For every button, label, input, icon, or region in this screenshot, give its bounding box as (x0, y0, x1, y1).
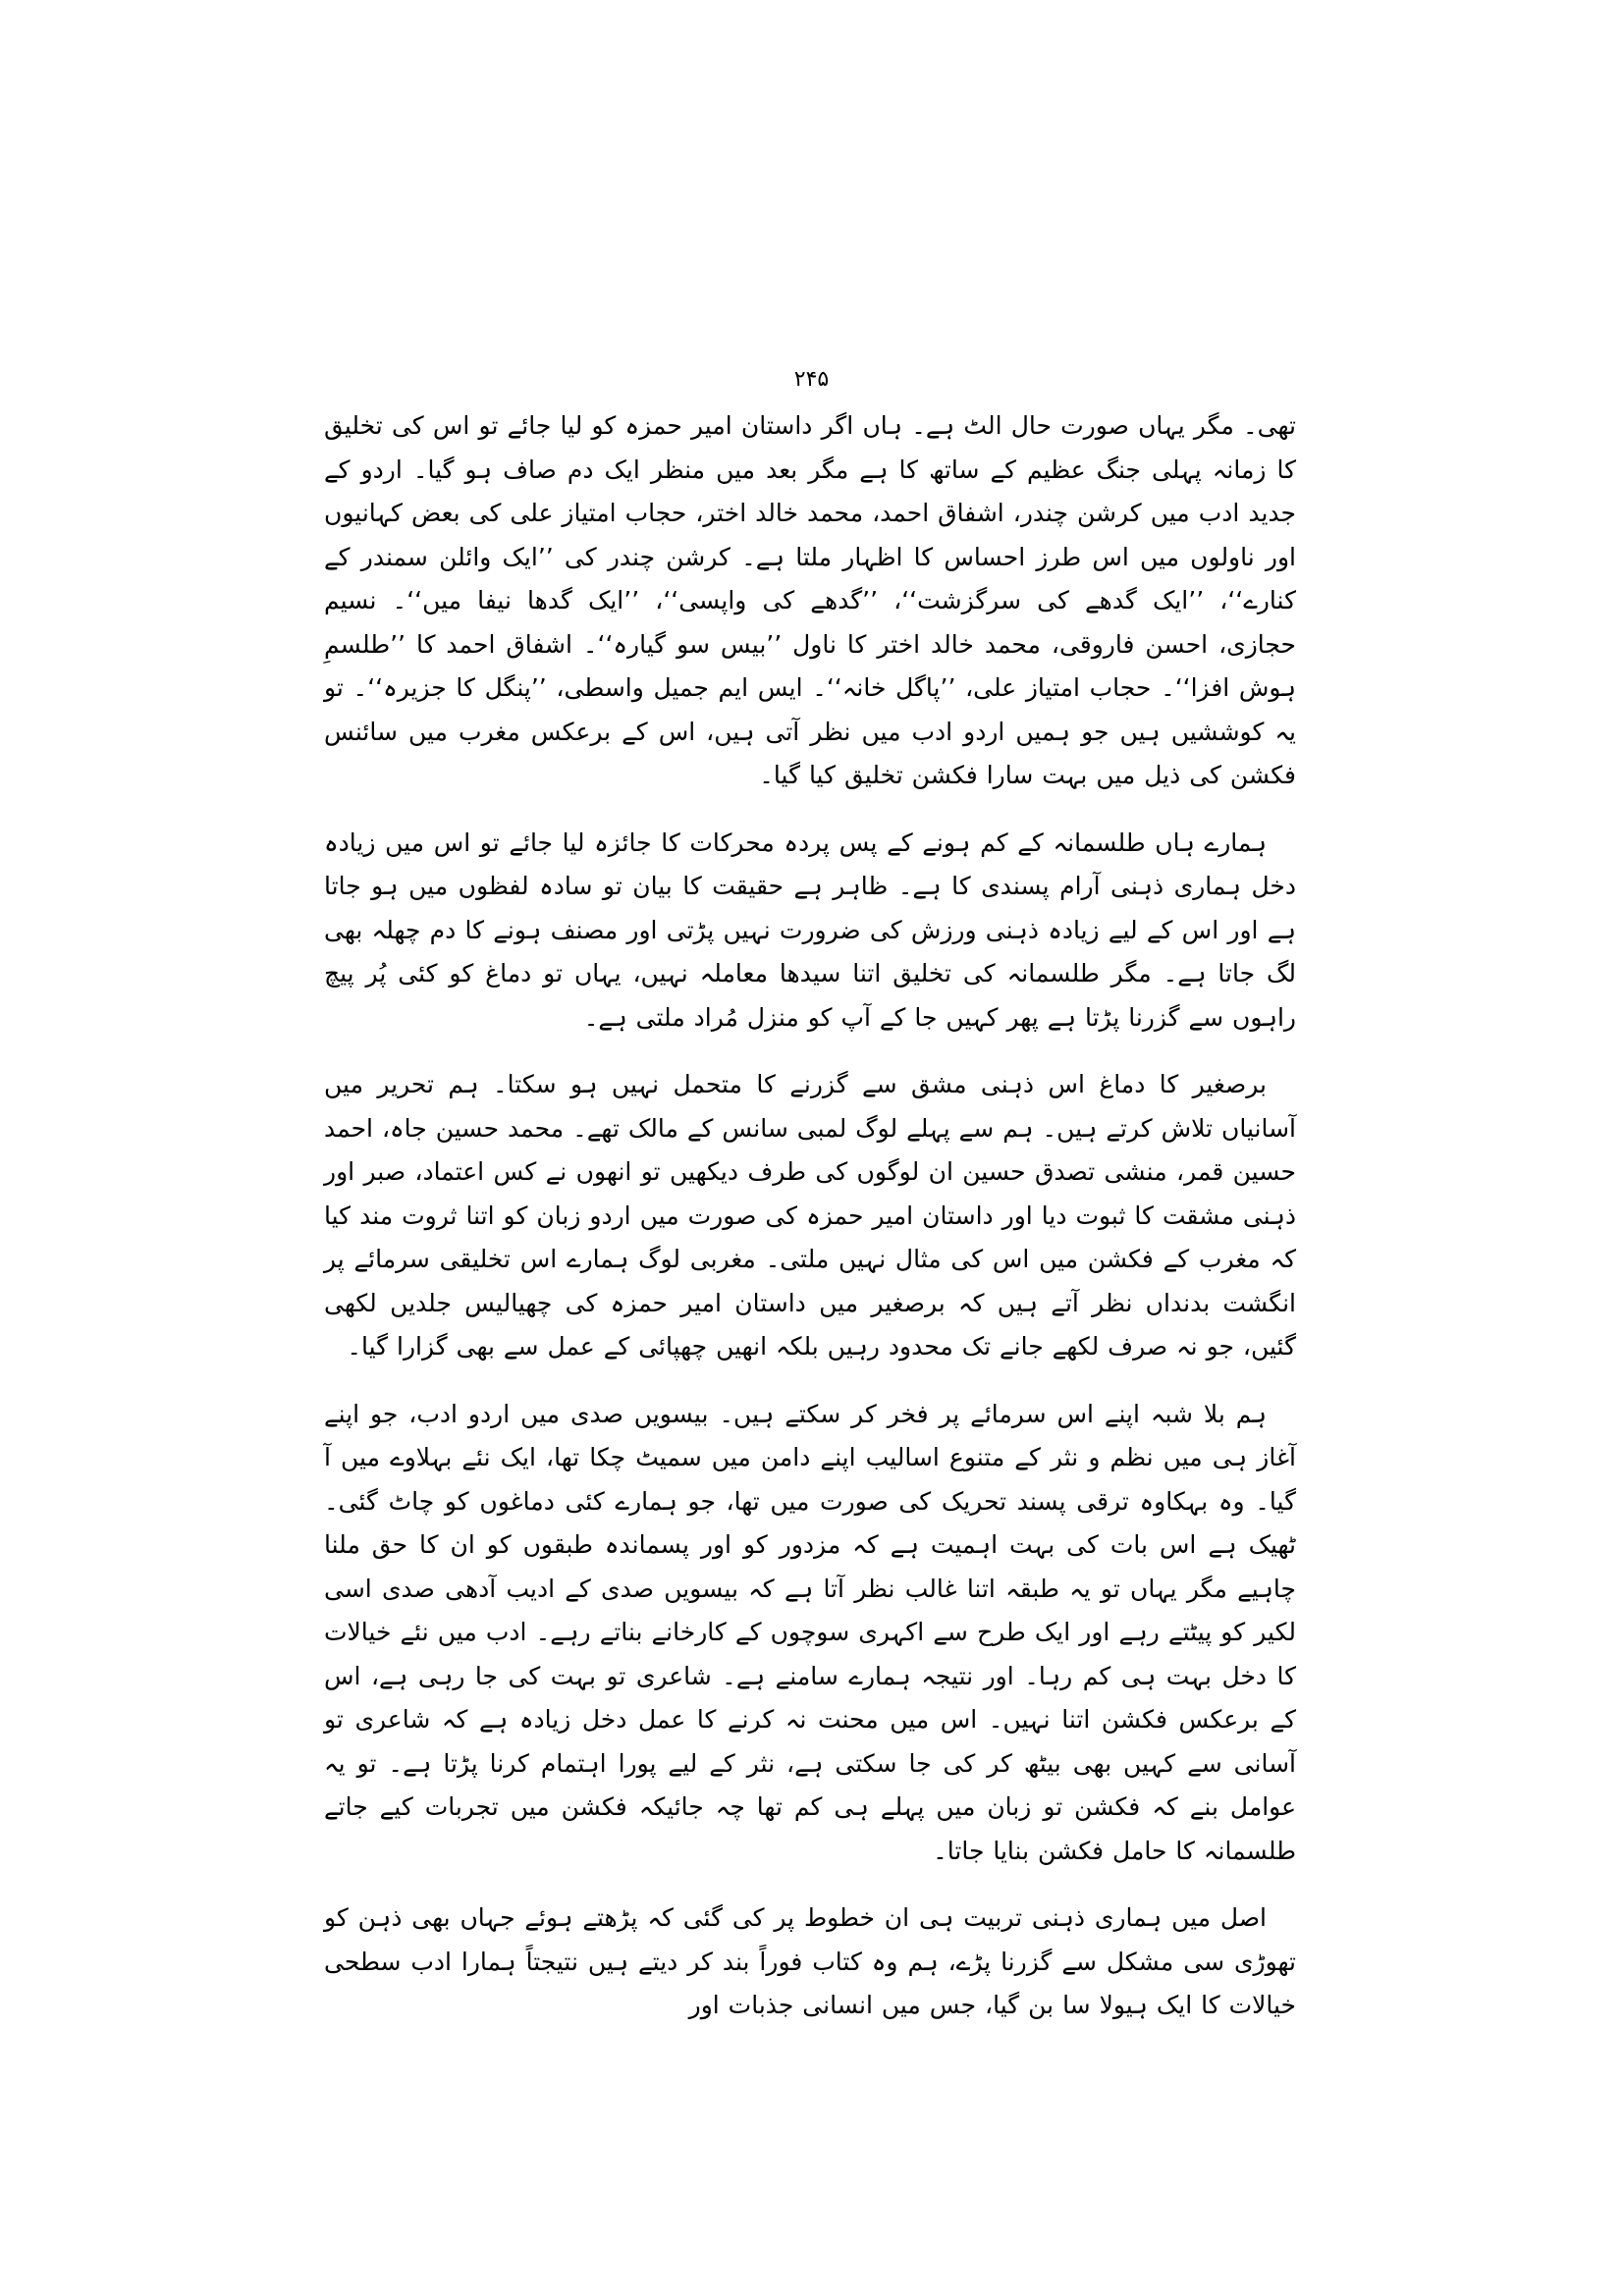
body-text (324, 404, 1296, 2028)
paragraph-3: برصغیر کا دماغ اس ذہنی مشق سے گزرنے کا متحمل نہیں ہو سکتا۔ ہم تحریر میں آسانیاں تلاش کرتے ہیں۔ ہم سے پہلے لوگ لمبی سانس کے مالک تھے۔ محمد حسین جاہ، احمد حسین قمر، منشی تصدق حسین ان لوگوں کی طرف دیکھیں تو انھوں نے کس اعتماد، صبر اور ذہنی مشقت کا ثبوت دیا اور داستان امیر حمزہ کی صورت میں اردو زبان کو اتنا ثروت مند کیا کہ مغرب کے فکشن میں اس کی مثال نہیں ملتی۔ مغربی لوگ ہمارے اس تخلیقی سرمائے پر انگشت بدنداں نظر آتے ہیں کہ برصغیر میں داستان امیر حمزہ کی چھیالیس جلدیں لکھی گئیں، جو نہ صرف لکھے جانے تک محدود رہیں بلکہ انھیں چھپائی کے عمل سے بھی گزارا گیا۔ (324, 1070, 1296, 1361)
paragraph-4: ہم بلا شبہ اپنے اس سرمائے پر فخر کر سکتے ہیں۔ بیسویں صدی میں اردو ادب، جو اپنے آغاز ہی میں نظم و نثر کے متنوع اسالیب اپنے دامن میں سمیٹ چکا تھا، ایک نئے بہلاوے میں آ گیا۔ وہ بہکاوہ ترقی پسند تحریک کی صورت میں تھا، جو ہمارے کئی دماغوں کو چاٹ گئی۔ ٹھیک ہے اس بات کی بہت اہمیت ہے کہ مزدور کو اور پسماندہ طبقوں کو ان کا حق ملنا چاہیے مگر یہاں تو یہ طبقہ اتنا غالب نظر آتا ہے کہ بیسویں صدی کے ادیب آدھی صدی اسی لکیر کو پیٹتے رہے اور ایک طرح سے اکہری سوچوں کے کارخانے بناتے رہے۔ ادب میں نئے خیالات کا دخل بہت ہی کم رہا۔ اور نتیجہ ہمارے سامنے ہے۔ شاعری تو بہت کی جا رہی ہے، اس کے برعکس فکشن اتنا نہیں۔ اس میں محنت نہ کرنے کا عمل دخل زیادہ ہے کہ شاعری تو آسانی سے کہیں بھی بیٹھ کر کی جا سکتی ہے، نثر کے لیے پورا اہتمام کرنا پڑتا ہے۔ تو یہ عوامل بنے کہ فکشن تو زبان میں پہلے ہی کم تھا چہ جائیکہ فکشن میں تجربات کیے جاتے طلسمانہ کا حامل فکشن بنایا جاتا۔ (324, 1399, 1296, 1865)
paragraph-5: اصل میں ہماری ذہنی تربیت ہی ان خطوط پر کی گئی کہ پڑھتے ہوئے جہاں بھی ذہن کو تھوڑی سی مشکل سے گزرنا پڑے، ہم وہ کتاب فوراً بند کر دیتے ہیں نتیجتاً ہمارا ادب سطحی خیالات کا ایک ہیولا سا بن گیا، جس میں انسانی جذبات اور (324, 1903, 1296, 2019)
page-number: ۲۴۵ (793, 367, 830, 392)
paragraph-1: تھی۔ مگر یہاں صورت حال الٹ ہے۔ ہاں اگر داستان امیر حمزہ کو لیا جائے تو اس کی تخلیق کا زمانہ پہلی جنگ عظیم کے ساتھ کا ہے مگر بعد میں منظر ایک دم صاف ہو گیا۔ اردو کے جدید ادب میں کرشن چندر، اشفاق احمد، محمد خالد اختر، حجاب امتیاز علی کی بعض کہانیوں اور ناولوں میں اس طرز احساس کا اظہار ملتا ہے۔ کرشن چندر کی ’’ایک وائلن سمندر کے کنارے‘‘، ’’ایک گدھے کی سرگزشت‘‘، ’’گدھے کی واپسی‘‘، ’’ایک گدھا نیفا میں‘‘۔ نسیم حجازی، احسن فاروقی، محمد خالد اختر کا ناول ’’بیس سو گیارہ‘‘۔ اشفاق احمد کا ’’طلسمِ ہوش افزا‘‘۔ حجاب امتیاز علی، ’’پاگل خانہ‘‘۔ ایس ایم جمیل واسطی، ’’پنگل کا جزیرہ‘‘۔ تو یہ کوششیں ہیں جو ہمیں اردو ادب میں نظر آتی ہیں، اس کے برعکس مغرب میں سائنس فکشن کی ذیل میں بہت سارا فکشن تخلیق کیا گیا۔ (324, 411, 1296, 789)
paragraph-2: ہمارے ہاں طلسمانہ کے کم ہونے کے پس پردہ محرکات کا جائزہ لیا جائے تو اس میں زیادہ دخل ہماری ذہنی آرام پسندی کا ہے۔ ظاہر ہے حقیقت کا بیان تو سادہ لفظوں میں ہو جاتا ہے اور اس کے لیے زیادہ ذہنی ورزش کی ضرورت نہیں پڑتی اور مصنف ہونے کا دم چھلہ بھی لگ جاتا ہے۔ مگر طلسمانہ کی تخلیق اتنا سیدھا معاملہ نہیں، یہاں تو دماغ کو کئی پُر پیچ راہوں سے گزرنا پڑتا ہے پھر کہیں جا کے آپ کو منزل مُراد ملتی ہے۔ (324, 828, 1296, 1032)
